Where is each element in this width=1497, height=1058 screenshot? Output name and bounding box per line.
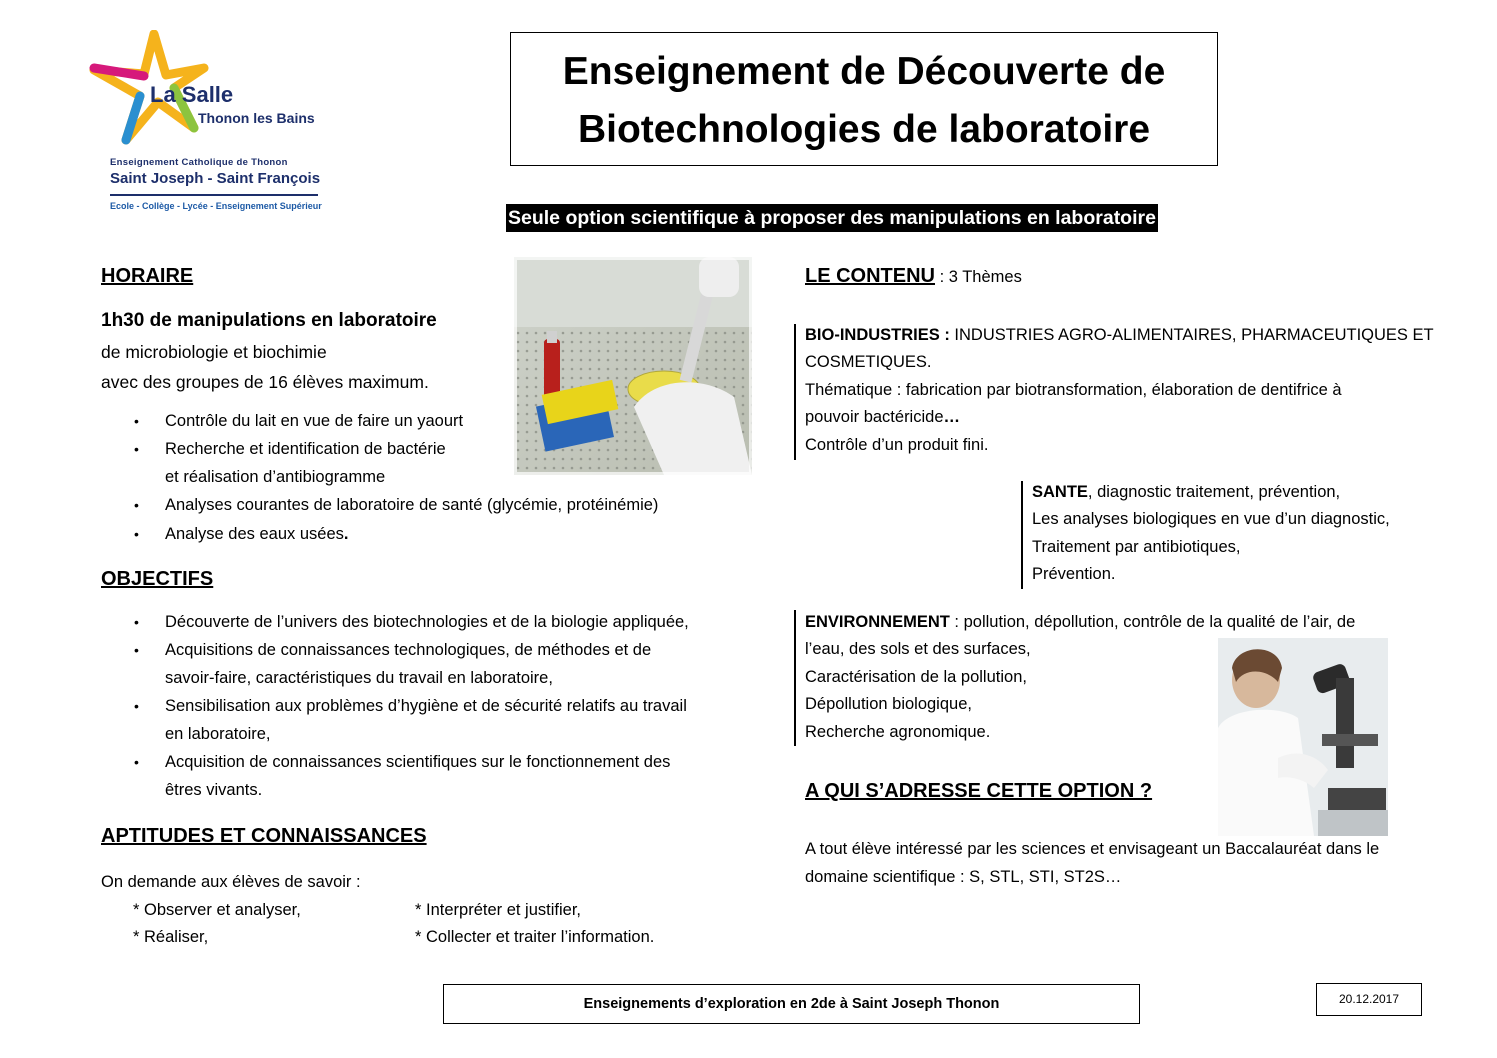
- env-divider: [794, 610, 796, 746]
- lab-pipette-photo: [514, 257, 752, 475]
- date-box: 20.12.2017: [1316, 983, 1422, 1016]
- bullet-icon: •: [134, 441, 139, 457]
- bio-line5: Contrôle d’un produit fini.: [805, 436, 989, 454]
- bio-line2: COSMETIQUES.: [805, 353, 932, 371]
- contenu-heading: LE CONTENU : 3 Thèmes: [805, 265, 1022, 287]
- bullet-icon: •: [134, 497, 139, 513]
- qui-heading: A QUI S’ADRESSE CETTE OPTION ?: [805, 780, 1153, 802]
- objectif-item-continued: savoir-faire, caractéristiques du travail en laboratoire,: [165, 669, 553, 687]
- logo-city: Thonon les Bains: [198, 110, 315, 126]
- sante-line3: Traitement par antibiotiques,: [1032, 538, 1241, 556]
- aptitude-item: * Interpréter et justifier,: [415, 901, 581, 919]
- env-line4: Dépollution biologique,: [805, 695, 972, 713]
- bullet-icon: •: [134, 642, 139, 658]
- aptitudes-intro: On demande aux élèves de savoir :: [101, 873, 361, 891]
- subtitle-banner: Seule option scientifique à proposer des manipulations en laboratoire: [506, 204, 1158, 232]
- objectif-item: Sensibilisation aux problèmes d’hygiène et de sécurité relatifs au travail: [165, 697, 687, 715]
- microscope-photo: [1218, 638, 1388, 836]
- env-line1: ENVIRONNEMENT : pollution, dépollution, contrôle de la qualité de l’air, de: [805, 613, 1356, 631]
- objectif-item: Acquisitions de connaissances technologiques, de méthodes et de: [165, 641, 652, 659]
- sante-line4: Prévention.: [1032, 565, 1116, 583]
- title-box: [510, 32, 1218, 166]
- qui-line1: A tout élève intéressé par les sciences et envisageant un Baccalauréat dans le: [805, 840, 1380, 858]
- sante-line1: SANTE, diagnostic traitement, prévention,: [1032, 483, 1341, 501]
- objectif-item-continued: êtres vivants.: [165, 781, 263, 799]
- bio-divider: [794, 324, 796, 460]
- qui-line2: domaine scientifique : S, STL, STI, ST2S…: [805, 868, 1122, 886]
- aptitude-item: * Collecter et traiter l’information.: [415, 928, 655, 946]
- bullet-icon: •: [134, 698, 139, 714]
- horaire-item-continued: et réalisation d’antibiogramme: [165, 468, 386, 486]
- bullet-icon: •: [134, 413, 139, 429]
- bullet-icon: •: [134, 614, 139, 630]
- bio-industries-line: BIO-INDUSTRIES : INDUSTRIES AGRO-ALIMENTAIRES, PHARMACEUTIQUES ET: [805, 326, 1434, 344]
- bio-line3: Thématique : fabrication par biotransformation, élaboration de dentifrice à: [805, 381, 1342, 399]
- bio-line4: pouvoir bactéricide…: [805, 408, 960, 426]
- horaire-item: Analyse des eaux usées.: [165, 525, 349, 543]
- sante-line2: Les analyses biologiques en vue d’un diagnostic,: [1032, 510, 1390, 528]
- bullet-icon: •: [134, 526, 139, 542]
- aptitudes-heading: APTITUDES ET CONNAISSANCES: [101, 825, 427, 847]
- logo-name: La Salle: [150, 82, 234, 107]
- objectif-item-continued: en laboratoire,: [165, 725, 271, 743]
- objectifs-heading: OBJECTIFS: [101, 568, 214, 590]
- title-line2: Biotechnologies de laboratoire: [577, 108, 1151, 151]
- env-line2: l’eau, des sols et des surfaces,: [805, 640, 1031, 658]
- title-line1: Enseignement de Découverte de: [562, 50, 1166, 93]
- horaire-item: Recherche et identification de bactérie: [165, 440, 446, 458]
- horaire-line3: avec des groupes de 16 élèves maximum.: [101, 372, 429, 392]
- objectif-item: Acquisition de connaissances scientifiques sur le fonctionnement des: [165, 753, 671, 771]
- logo-line1: Enseignement Catholique de Thonon: [110, 157, 288, 168]
- env-line5: Recherche agronomique.: [805, 723, 991, 741]
- objectif-item: Découverte de l’univers des biotechnologies et de la biologie appliquée,: [165, 613, 689, 631]
- logo-line2: Saint Joseph - Saint François: [110, 170, 321, 187]
- aptitude-item: * Observer et analyser,: [133, 901, 301, 919]
- logo-line3: Ecole - Collège - Lycée - Enseignement Supérieur: [110, 201, 322, 211]
- horaire-line2: de microbiologie et biochimie: [101, 342, 327, 362]
- bullet-icon: •: [134, 754, 139, 770]
- horaire-item: Contrôle du lait en vue de faire un yaourt: [165, 412, 464, 430]
- horaire-heading: HORAIRE: [101, 265, 194, 287]
- sante-divider: [1021, 481, 1023, 589]
- horaire-lead: 1h30 de manipulations en laboratoire: [101, 310, 437, 331]
- aptitude-item: * Réaliser,: [133, 928, 209, 946]
- logo-divider: [110, 194, 318, 196]
- horaire-item: Analyses courantes de laboratoire de santé (glycémie, protéinémie): [165, 496, 659, 514]
- env-line3: Caractérisation de la pollution,: [805, 668, 1027, 686]
- footer-box: Enseignements d’exploration en 2de à Saint Joseph Thonon: [443, 984, 1140, 1024]
